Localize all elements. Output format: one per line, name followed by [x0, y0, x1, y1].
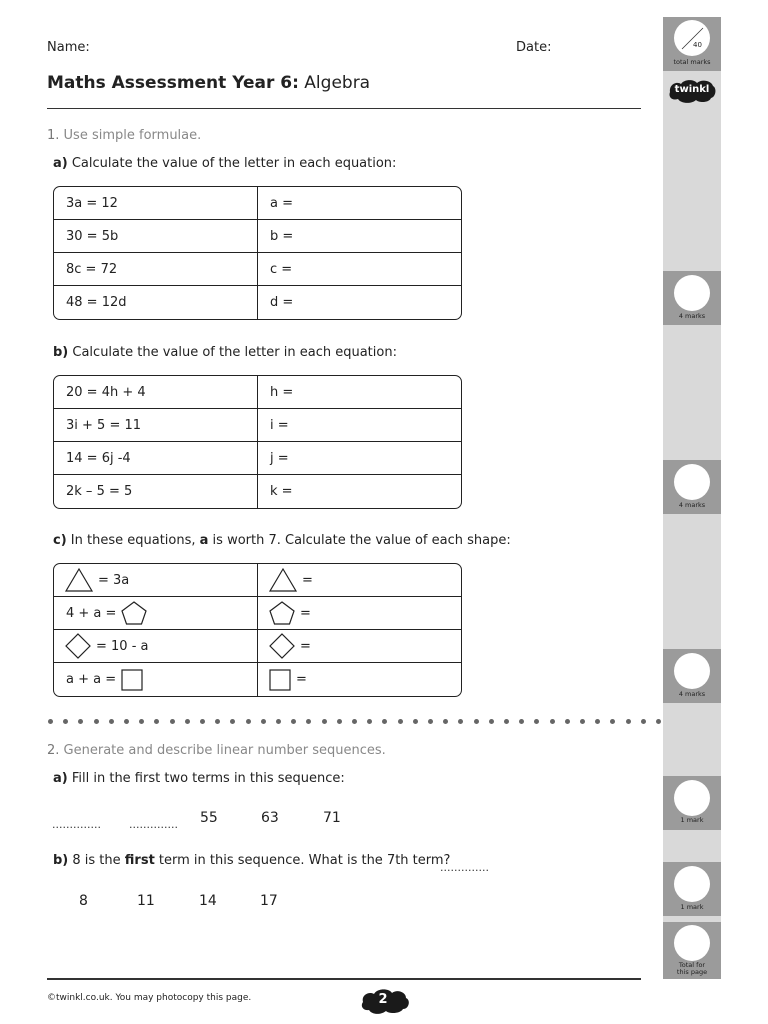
q1c-label: c)	[53, 533, 67, 548]
table-row	[54, 220, 461, 253]
answer-cell[interactable]: i =	[258, 409, 461, 442]
q1-heading	[47, 128, 201, 143]
separator-dot	[398, 719, 403, 724]
sequence-term: 11	[137, 893, 155, 909]
equation-cell: 3i + 5 = 11	[54, 409, 258, 442]
shape-equation-cell	[54, 663, 258, 696]
sequence-term: 8	[79, 893, 88, 909]
separator-dot	[443, 719, 448, 724]
title-bold: Maths Assessment Year 6:	[47, 73, 299, 93]
separator-dot	[565, 719, 570, 724]
page-number: 2	[378, 992, 388, 1007]
shape-answer-cell[interactable]	[258, 597, 461, 630]
q1a-table	[53, 186, 462, 320]
answer-cell[interactable]: j =	[258, 442, 461, 475]
q1b-table	[53, 375, 462, 509]
q1c-prompt	[53, 533, 511, 548]
marks-label: 4 marks	[678, 312, 706, 320]
marks-label: 4 marks	[678, 690, 706, 698]
separator-dot	[230, 719, 235, 724]
separator-dot	[656, 719, 661, 724]
q2b-text-bold: first	[124, 853, 155, 868]
equation-cell: 8c = 72	[54, 253, 258, 286]
q2-number: 2.	[47, 743, 60, 758]
answer-blank[interactable]: ..............	[52, 818, 101, 831]
separator-dot	[626, 719, 631, 724]
q2a-label: a)	[53, 771, 68, 786]
separator-dot	[200, 719, 205, 724]
pentagon-icon	[268, 600, 296, 626]
copyright-text: ©twinkl.co.uk. You may photocopy this page.	[47, 993, 252, 1003]
total-marks-label: total marks	[673, 58, 711, 66]
answer-cell[interactable]: k =	[270, 484, 293, 499]
q1b-label: b)	[53, 345, 69, 360]
separator-dot	[428, 719, 433, 724]
q2b-text-after: term in this sequence. What is the 7th term?	[154, 853, 451, 868]
marks-circle[interactable]	[674, 464, 710, 500]
separator-dot	[504, 719, 509, 724]
separator-dot	[519, 719, 524, 724]
answer-cell[interactable]: c =	[258, 253, 461, 286]
total-marks-value: 40	[693, 41, 702, 49]
separator-dot	[489, 719, 494, 724]
square-icon	[268, 668, 292, 692]
separator-dot	[580, 719, 585, 724]
twinkl-logo	[667, 78, 717, 104]
marks-label: 1 mark	[680, 903, 704, 911]
page-total-label-1: Total for	[678, 961, 706, 969]
sequence-term: 63	[261, 810, 279, 826]
total-marks-circle	[674, 20, 710, 56]
table-row	[54, 376, 461, 409]
q2-text: Generate and describe linear number sequences.	[63, 743, 386, 758]
separator-dot	[170, 719, 175, 724]
q2b-label: b)	[53, 853, 69, 868]
triangle-icon	[268, 567, 298, 593]
q1-text: Use simple formulae.	[63, 128, 202, 143]
answer-cell[interactable]: b =	[258, 220, 461, 253]
table-row	[54, 630, 461, 663]
separator-dot	[63, 719, 68, 724]
page-total-circle[interactable]	[674, 925, 710, 961]
shape-equation-text: = 3a	[98, 572, 130, 588]
slash-icon	[674, 20, 710, 56]
separator-dot	[474, 719, 479, 724]
q2a-text: Fill in the first two terms in this sequence:	[71, 771, 345, 786]
answer-text: =	[302, 572, 313, 588]
diamond-icon	[268, 632, 296, 660]
separator-dot	[291, 719, 296, 724]
q1c-text-before: In these equations,	[70, 533, 200, 548]
q1-number: 1.	[47, 128, 60, 143]
separator-dot	[641, 719, 646, 724]
sequence-term: 14	[199, 893, 217, 909]
separator-dot	[276, 719, 281, 724]
separator-dot	[261, 719, 266, 724]
q1c-text-after: is worth 7. Calculate the value of each shape:	[208, 533, 511, 548]
table-row	[54, 442, 461, 475]
answer-text: =	[300, 638, 311, 654]
q1a-text: Calculate the value of the letter in each equation:	[71, 156, 397, 171]
equation-cell: 48 = 12d	[54, 286, 258, 319]
separator-dot	[124, 719, 129, 724]
equation-cell: 2k – 5 = 5	[54, 475, 258, 508]
separator-dot	[550, 719, 555, 724]
answer-cell[interactable]: a =	[258, 187, 461, 220]
answer-blank[interactable]: ..............	[129, 818, 178, 831]
square-icon	[120, 668, 144, 692]
page-title	[47, 73, 370, 93]
marks-label: 4 marks	[678, 501, 706, 509]
separator-dot	[139, 719, 144, 724]
name-label: Name:	[47, 40, 90, 55]
equation-cell: 3a = 12	[54, 187, 258, 220]
shape-equation-cell	[54, 630, 258, 663]
table-row	[54, 597, 461, 630]
separator-dot	[78, 719, 83, 724]
page-total-label-2: this page	[676, 968, 708, 976]
table-row	[54, 475, 461, 508]
shape-equation-text: 4 + a =	[66, 605, 117, 621]
q1c-table	[53, 563, 462, 697]
table-row	[54, 187, 461, 220]
equation-cell: 20 = 4h + 4	[54, 376, 258, 409]
separator-dot	[413, 719, 418, 724]
marks-circle[interactable]	[674, 780, 710, 816]
separator-dot	[610, 719, 615, 724]
marks-circle[interactable]	[674, 653, 710, 689]
separator-dot	[382, 719, 387, 724]
table-row	[54, 253, 461, 286]
separator-dot	[367, 719, 372, 724]
marks-label: 1 mark	[680, 816, 704, 824]
table-row	[54, 286, 461, 319]
marks-circle[interactable]	[674, 866, 710, 902]
separator-dot	[246, 719, 251, 724]
twinkl-logo-text: twinkl	[674, 84, 710, 95]
q1b-prompt	[53, 345, 397, 360]
separator-dot	[215, 719, 220, 724]
sequence-term: 17	[260, 893, 278, 909]
section-separator	[48, 719, 668, 727]
q2b-text-before: 8 is the	[72, 853, 125, 868]
header-divider	[47, 108, 641, 109]
table-row	[54, 564, 461, 597]
equation-cell: 14 = 6j -4	[54, 442, 258, 475]
sequence-term: 55	[200, 810, 218, 826]
separator-dot	[109, 719, 114, 724]
equation-cell: 30 = 5b	[54, 220, 258, 253]
diamond-icon	[64, 632, 92, 660]
separator-dot	[154, 719, 159, 724]
shape-answer-cell[interactable]	[258, 564, 461, 597]
separator-dot	[48, 719, 53, 724]
answer-cell[interactable]: h =	[258, 376, 461, 409]
q1a-label: a)	[53, 156, 68, 171]
answer-cell[interactable]: d =	[270, 295, 294, 310]
shape-equation-text: a + a =	[66, 672, 117, 687]
q1b-text: Calculate the value of the letter in each equation:	[72, 345, 397, 360]
q1c-text-bold: a	[199, 533, 209, 548]
shape-answer-cell[interactable]	[258, 663, 461, 696]
table-row	[54, 409, 461, 442]
shape-equation-cell	[54, 564, 258, 597]
shape-equation-cell	[54, 597, 258, 630]
triangle-icon	[64, 567, 94, 593]
separator-dot	[185, 719, 190, 724]
separator-dot	[322, 719, 327, 724]
answer-blank[interactable]: ..............	[440, 861, 489, 874]
marks-circle[interactable]	[674, 275, 710, 311]
q1a-prompt	[53, 156, 396, 171]
date-label: Date:	[516, 40, 552, 55]
shape-equation-text: = 10 - a	[96, 638, 149, 654]
q2-heading	[47, 743, 386, 758]
page-number-badge	[359, 986, 411, 1016]
table-row	[54, 663, 461, 696]
q2a-prompt	[53, 771, 345, 786]
separator-dot	[306, 719, 311, 724]
q2b-prompt	[53, 853, 450, 868]
separator-dot	[352, 719, 357, 724]
answer-text: =	[300, 605, 311, 621]
title-rest: Algebra	[298, 73, 371, 93]
separator-dot	[337, 719, 342, 724]
answer-text: =	[296, 672, 307, 687]
separator-dot	[595, 719, 600, 724]
pentagon-icon	[120, 600, 148, 626]
footer-divider	[47, 978, 641, 980]
sequence-term: 71	[323, 810, 341, 826]
separator-dot	[458, 719, 463, 724]
separator-dot	[94, 719, 99, 724]
shape-answer-cell[interactable]	[258, 630, 461, 663]
separator-dot	[534, 719, 539, 724]
